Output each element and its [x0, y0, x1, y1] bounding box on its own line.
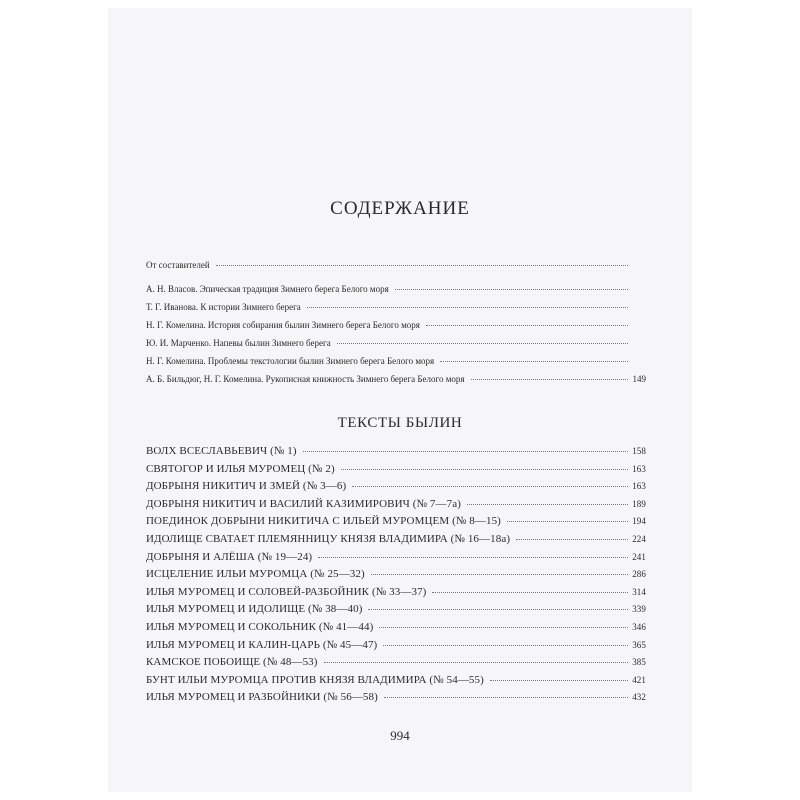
toc-entry-page: 189 — [632, 498, 646, 509]
toc-entry — [146, 551, 646, 569]
toc-entry-label: А. Н. Власов. Эпическая традиция Зимнего берега Белого моря — [146, 284, 389, 294]
toc-entry-label: ДОБРЫНЯ НИКИТИЧ И ЗМЕЙ (№ 3—6) — [146, 480, 347, 493]
page-number: 994 — [390, 728, 410, 743]
dot-leader — [341, 468, 628, 470]
toc-entry-page: 346 — [632, 621, 646, 632]
toc-entry-page: 241 — [632, 551, 646, 562]
dot-leader — [516, 538, 628, 540]
toc-entry — [146, 463, 646, 481]
toc-entry-label: ИЛЬЯ МУРОМЕЦ И РАЗБОЙНИКИ (№ 56—58) — [146, 691, 378, 704]
toc-entry-label: ДОБРЫНЯ НИКИТИЧ И ВАСИЛИЙ КАЗИМИРОВИЧ (№ 7—7а) — [146, 497, 461, 510]
toc-entry-page: 158 — [632, 446, 646, 456]
dot-leader — [368, 608, 628, 610]
toc-entry-label: ИЛЬЯ МУРОМЕЦ И СОЛОВЕЙ-РАЗБОЙНИК (№ 33—37) — [146, 585, 427, 598]
toc-entry-label: ДОБРЫНЯ И АЛЁША (№ 19—24) — [146, 550, 313, 563]
toc-texts — [146, 445, 646, 709]
toc-entry-page: 421 — [632, 674, 646, 685]
toc-front-matter — [146, 260, 646, 392]
dot-leader — [384, 696, 628, 698]
toc-entry — [146, 639, 646, 657]
toc-entry — [146, 621, 646, 639]
toc-entry-page: 365 — [632, 639, 646, 650]
toc-entry-label: От составителей — [146, 260, 210, 270]
toc-entry-label: КАМСКОЕ ПОБОИЩЕ (№ 48—53) — [146, 656, 318, 669]
dot-leader — [371, 573, 628, 575]
toc-entry — [146, 284, 646, 302]
toc-entry-label: ВОЛХ ВСЕСЛАВЬЕВИЧ (№ 1) — [146, 445, 297, 457]
toc-entry-label: ИЛЬЯ МУРОМЕЦ И СОКОЛЬНИК (№ 41—44) — [146, 620, 374, 633]
toc-entry — [146, 498, 646, 516]
toc-entry-label: ПОЕДИНОК ДОБРЫНИ НИКИТИЧА С ИЛЬЕЙ МУРОМЦЕМ (№ 8—15) — [146, 515, 501, 528]
dot-leader — [324, 661, 628, 663]
toc-entry-label: ИСЦЕЛЕНИЕ ИЛЬИ МУРОМЦА (№ 25—32) — [146, 568, 365, 581]
toc-entry — [146, 356, 646, 374]
dot-leader — [303, 450, 628, 452]
dot-leader — [471, 378, 628, 380]
toc-entry-page: 385 — [632, 657, 646, 668]
toc-entry-label: СВЯТОГОР И ИЛЬЯ МУРОМЕЦ (№ 2) — [146, 462, 335, 475]
toc-entry — [146, 533, 646, 551]
toc-entry-label: Т. Г. Иванова. К истории Зимнего берега — [146, 302, 301, 312]
dot-leader — [490, 679, 628, 681]
dot-leader — [395, 288, 628, 290]
toc-entry — [146, 320, 646, 338]
toc-entry-page: 314 — [632, 586, 646, 597]
toc-entry-page: 149 — [632, 374, 646, 384]
dot-leader — [337, 342, 628, 344]
section-title: ТЕКСТЫ БЫЛИН — [337, 415, 463, 431]
toc-entry-page: 163 — [632, 481, 646, 492]
toc-entry — [146, 374, 646, 392]
page-title: СОДЕРЖАНИЕ — [330, 198, 470, 219]
toc-entry — [146, 302, 646, 320]
dot-leader — [307, 306, 628, 308]
toc-entry — [146, 603, 646, 621]
toc-entry — [146, 586, 646, 604]
toc-entry-label: БУНТ ИЛЬИ МУРОМЦА ПРОТИВ КНЯЗЯ ВЛАДИМИРА (№ 54—55) — [146, 673, 484, 686]
toc-entry-label: Н. Г. Комелина. История собирания былин Зимнего берега Белого моря — [146, 320, 420, 330]
toc-entry — [146, 480, 646, 498]
toc-entry-page: 286 — [632, 569, 646, 580]
toc-entry — [146, 674, 646, 692]
dot-leader — [216, 264, 628, 266]
toc-entry-page: 432 — [632, 692, 646, 703]
toc-entry-label: А. Б. Бильдюг, Н. Г. Комелина. Рукописная книжность Зимнего берега Белого моря — [146, 374, 465, 384]
toc-entry — [146, 260, 646, 278]
dot-leader — [432, 591, 628, 593]
toc-entry-page: 339 — [632, 604, 646, 615]
toc-entry-label: ИЛЬЯ МУРОМЕЦ И КАЛИН-ЦАРЬ (№ 45—47) — [146, 638, 378, 651]
dot-leader — [379, 626, 628, 628]
toc-entry — [146, 691, 646, 709]
toc-entry-page: 163 — [632, 463, 646, 474]
toc-entry — [146, 515, 646, 533]
toc-entry-label: Н. Г. Комелина. Проблемы текстологии былин Зимнего берега Белого моря — [146, 356, 435, 366]
dot-leader — [352, 485, 628, 487]
dot-leader — [440, 360, 628, 362]
dot-leader — [467, 503, 628, 505]
toc-entry — [146, 568, 646, 586]
dot-leader — [318, 556, 628, 558]
toc-entry-page: 194 — [632, 516, 646, 527]
toc-entry-label: ИЛЬЯ МУРОМЕЦ И ИДОЛИЩЕ (№ 38—40) — [146, 603, 363, 616]
toc-entry-label: ИДОЛИЩЕ СВАТАЕТ ПЛЕМЯННИЦУ КНЯЗЯ ВЛАДИМИРА (№ 16—18а) — [146, 532, 511, 545]
dot-leader — [507, 520, 628, 522]
toc-entry-page: 224 — [632, 533, 646, 544]
toc-entry — [146, 656, 646, 674]
book-page — [108, 8, 692, 792]
dot-leader — [426, 324, 628, 326]
toc-entry — [146, 445, 646, 463]
toc-entry-label: Ю. И. Марченко. Напевы былин Зимнего берега — [146, 338, 331, 348]
dot-leader — [383, 644, 628, 646]
toc-entry — [146, 338, 646, 356]
